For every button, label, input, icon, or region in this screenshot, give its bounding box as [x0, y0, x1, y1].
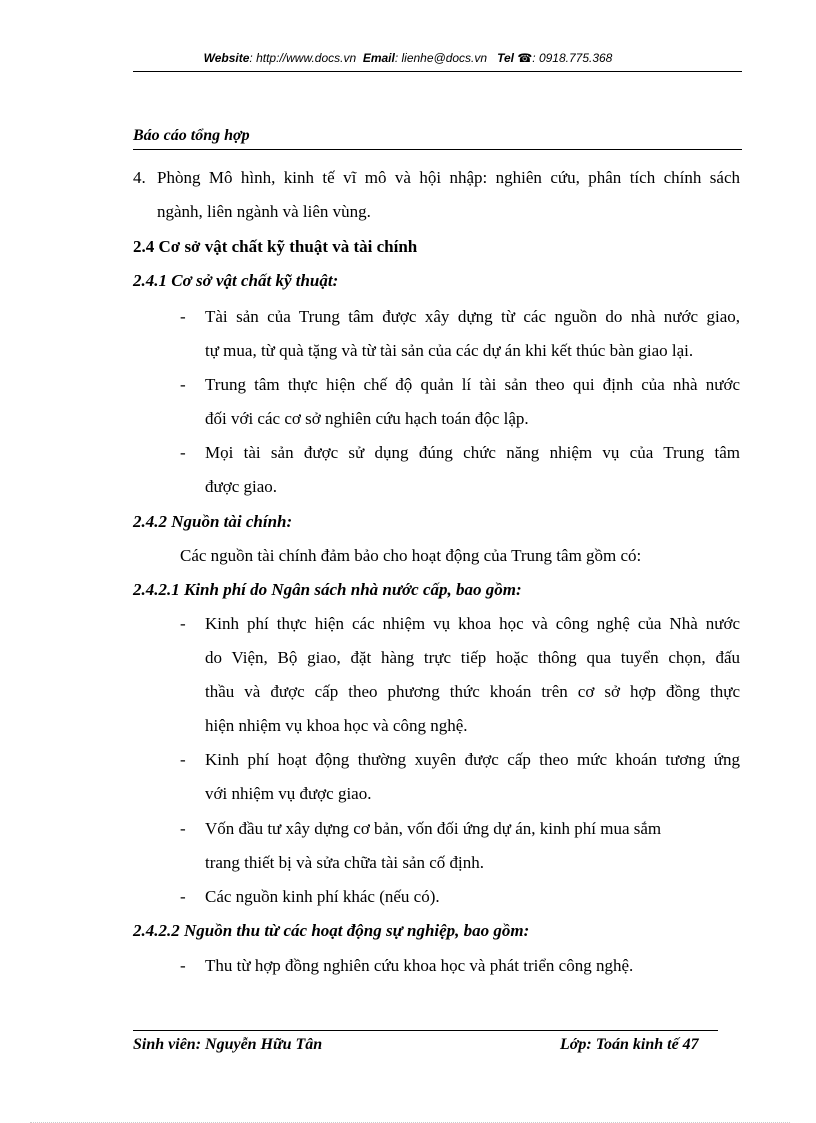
- bullet-dash: -: [180, 956, 186, 975]
- bullet-dash: -: [180, 375, 186, 394]
- bullet-dash: -: [180, 750, 186, 769]
- bullet-line: Kinh phí hoạt động thường xuyên được cấp theo mức khoán tương ứng: [205, 750, 740, 769]
- bullet-line: Thu từ hợp đồng nghiên cứu khoa học và phát triển công nghệ.: [205, 956, 634, 975]
- bullet-line: Tài sản của Trung tâm được xây dựng từ các nguồn do nhà nước giao,: [205, 307, 740, 326]
- footer-student: Sinh viên: Nguyễn Hữu Tân: [133, 1036, 323, 1053]
- email-label: Email: [362, 51, 395, 65]
- tel-value: : 0918.775.368: [532, 51, 613, 65]
- bullet-line: đối với các cơ sở nghiên cứu hạch toán độc lập.: [205, 409, 529, 428]
- website-header: [0, 51, 816, 65]
- list-item-line: ngành, liên ngành và liên vùng.: [157, 202, 371, 221]
- tel-label: Tel: [497, 51, 514, 65]
- website-url[interactable]: : http://www.docs.vn: [249, 51, 357, 65]
- header-rule: [133, 71, 742, 72]
- bullet-line: thầu và được cấp theo phương thức khoán trên cơ sở hợp đồng thực: [205, 682, 740, 701]
- bullet-line: Các nguồn kinh phí khác (nếu có).: [205, 887, 440, 906]
- bullet-dash: -: [180, 819, 186, 838]
- bullet-line: trang thiết bị và sửa chữa tài sản cố định.: [205, 853, 485, 872]
- list-number: 4.: [133, 168, 146, 187]
- bullet-line: Kinh phí thực hiện các nhiệm vụ khoa học và công nghệ của Nhà nước: [205, 614, 740, 633]
- phone-icon: ☎: [517, 51, 533, 65]
- subsection-heading: 2.4.1 Cơ sở vật chất kỹ thuật:: [133, 271, 339, 290]
- bullet-dash: -: [180, 307, 186, 326]
- email-value[interactable]: : lienhe@docs.vn: [394, 51, 488, 65]
- bullet-line: Vốn đầu tư xây dựng cơ bản, vốn đối ứng dự án, kinh phí mua sắm: [205, 819, 662, 838]
- bullet-dash: -: [180, 614, 186, 633]
- bullet-line: Mọi tài sản được sử dụng đúng chức năng nhiệm vụ của Trung tâm: [205, 443, 740, 462]
- bullet-line: được giao.: [205, 477, 278, 496]
- bullet-dash: -: [180, 887, 186, 906]
- subsection-heading: 2.4.2 Nguồn tài chính:: [133, 512, 293, 531]
- footer-class: Lớp: Toán kinh tế 47: [560, 1036, 699, 1053]
- paragraph: Các nguồn tài chính đảm bảo cho hoạt động của Trung tâm gồm có:: [180, 546, 642, 565]
- footer-rule: [133, 1030, 718, 1031]
- bullet-line: Trung tâm thực hiện chế độ quản lí tài sản theo qui định của nhà nước: [205, 375, 740, 394]
- subsection-heading: 2.4.2.1 Kinh phí do Ngân sách nhà nước cấp, bao gồm:: [133, 580, 522, 599]
- section-heading: 2.4 Cơ sở vật chất kỹ thuật và tài chính: [133, 237, 418, 256]
- running-title: Báo cáo tổng hợp: [133, 127, 250, 144]
- bullet-line: tự mua, từ quà tặng và từ tài sản của các dự án khi kết thúc bàn giao lại.: [205, 341, 694, 360]
- bullet-dash: -: [180, 443, 186, 462]
- bullet-line: hiện nhiệm vụ khoa học và công nghệ.: [205, 716, 468, 735]
- list-item-line: Phòng Mô hình, kinh tế vĩ mô và hội nhập: nghiên cứu, phân tích chính sách: [157, 168, 740, 187]
- bullet-line: do Viện, Bộ giao, đặt hàng trực tiếp hoặc thông qua tuyển chọn, đấu: [205, 648, 740, 667]
- title-rule: [133, 149, 742, 150]
- bullet-line: với nhiệm vụ được giao.: [205, 784, 372, 803]
- subsection-heading: 2.4.2.2 Nguồn thu từ các hoạt động sự nghiệp, bao gồm:: [133, 921, 530, 940]
- website-label: Website: [203, 51, 250, 65]
